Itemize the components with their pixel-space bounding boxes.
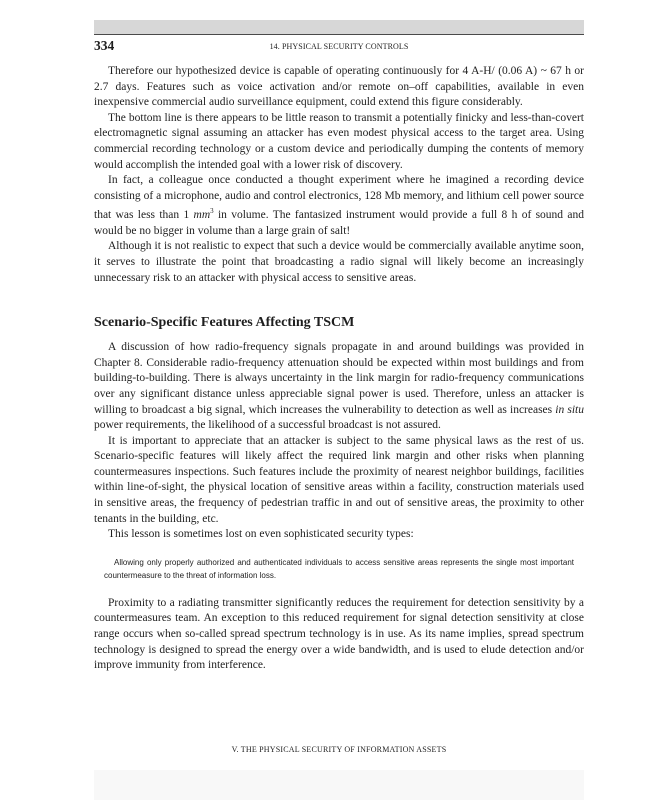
unit-text: mm [193,209,211,222]
section-heading: Scenario-Specific Features Affecting TSCM [94,315,355,331]
page-body [94,64,584,674]
header-band [94,20,584,35]
header-rule [94,34,584,35]
footer-band [94,770,584,800]
paragraph: It is important to appreciate that an attacker is subject to the same physical laws as the rest of us. Scenario-specific features will likely affect the required link margin and other risks when planning countermeasures inspections. Such features include the proximity of nearest neighbor buildings, facilities within line-of-sight, the physical location of sensitive areas within a facility, construction materials used in sensitive areas, the frequency of pedestrian traffic in and out of sensitive areas, the proximity to other tenants in the building, etc. [94,434,584,525]
unit-exponent: 3 [210,207,214,216]
paragraph: This lesson is sometimes lost on even sophisticated security types: [108,528,414,541]
running-header: 14. PHYSICAL SECURITY CONTROLS [269,42,409,51]
paragraph-text: A discussion of how radio-frequency signals propagate in and around buildings was provided in Chapter 8. Considerable radio-frequency attenuation should be expected within most buildings and from building-to-building. There is always uncertainty in the link margin for radio-frequency communications over any significant distance unless appreciable signal power is used. Therefore, unless an attacker is willing to broadcast a big signal, which increases the vulnerability to detection as well as increases [94,341,584,416]
paragraph: Proximity to a radiating transmitter significantly reduces the requirement for detection sensitivity by a countermeasures team. An exception to this reduced requirement for signal detection sensitivity at close range occurs when so-called spread spectrum technology is in use. As its name implies, spread spectrum technology is designed to spread the energy over a wide bandwidth, and is used to elude detection and/or improve immunity from interference. [94,596,584,672]
paragraph [94,340,584,434]
paragraph: Therefore our hypothesized device is capable of operating continuously for 4 A-H/ (0.06 A) ~ 67 h or 2.7 days. Features such as voice activation and/or remote on–off capabilities, available in even inexpensive commercial audio surveillance equipment, could extend this figure considerably. [94,65,584,109]
paragraph-text: In fact, a colleague once conducted a thought experiment where he imagined a recording device consisting of a microphone, audio and control electronics, 128 Mb memory, and lithium cell power source that was less than 1 [94,174,584,222]
paragraph: The bottom line is there appears to be little reason to transmit a potentially finicky and less-than-covert electromagnetic signal assuming an attacker has even modest physical access to the target area. Using commercial recording technology or a custom device and periodically dumping the contents of memory would accomplish the intended goal with a lower risk of discovery. [94,111,584,171]
paragraph: Although it is not realistic to expect that such a device would be commercially available anytime soon, it serves to illustrate the point that broadcasting a radio signal will likely become an increasingly unnecessary risk to an attacker with physical access to sensitive areas. [94,240,584,284]
italic-term: in situ [555,403,585,416]
page-number: 334 [94,38,115,53]
paragraph-text: in volume. The fantasized instrument would provide a full 8 h of sound and would be no bigger in volume than a large grain of salt! [94,209,584,237]
block-quote: Allowing only properly authorized and authenticated individuals to access sensitive areas represents the single most important countermeasure to the threat of information loss. [104,557,574,580]
paragraph [94,173,584,239]
footer-part-title: V. THE PHYSICAL SECURITY OF INFORMATION ASSETS [231,745,447,754]
paragraph-text: power requirements, the likelihood of a successful broadcast is not assured. [94,419,441,432]
